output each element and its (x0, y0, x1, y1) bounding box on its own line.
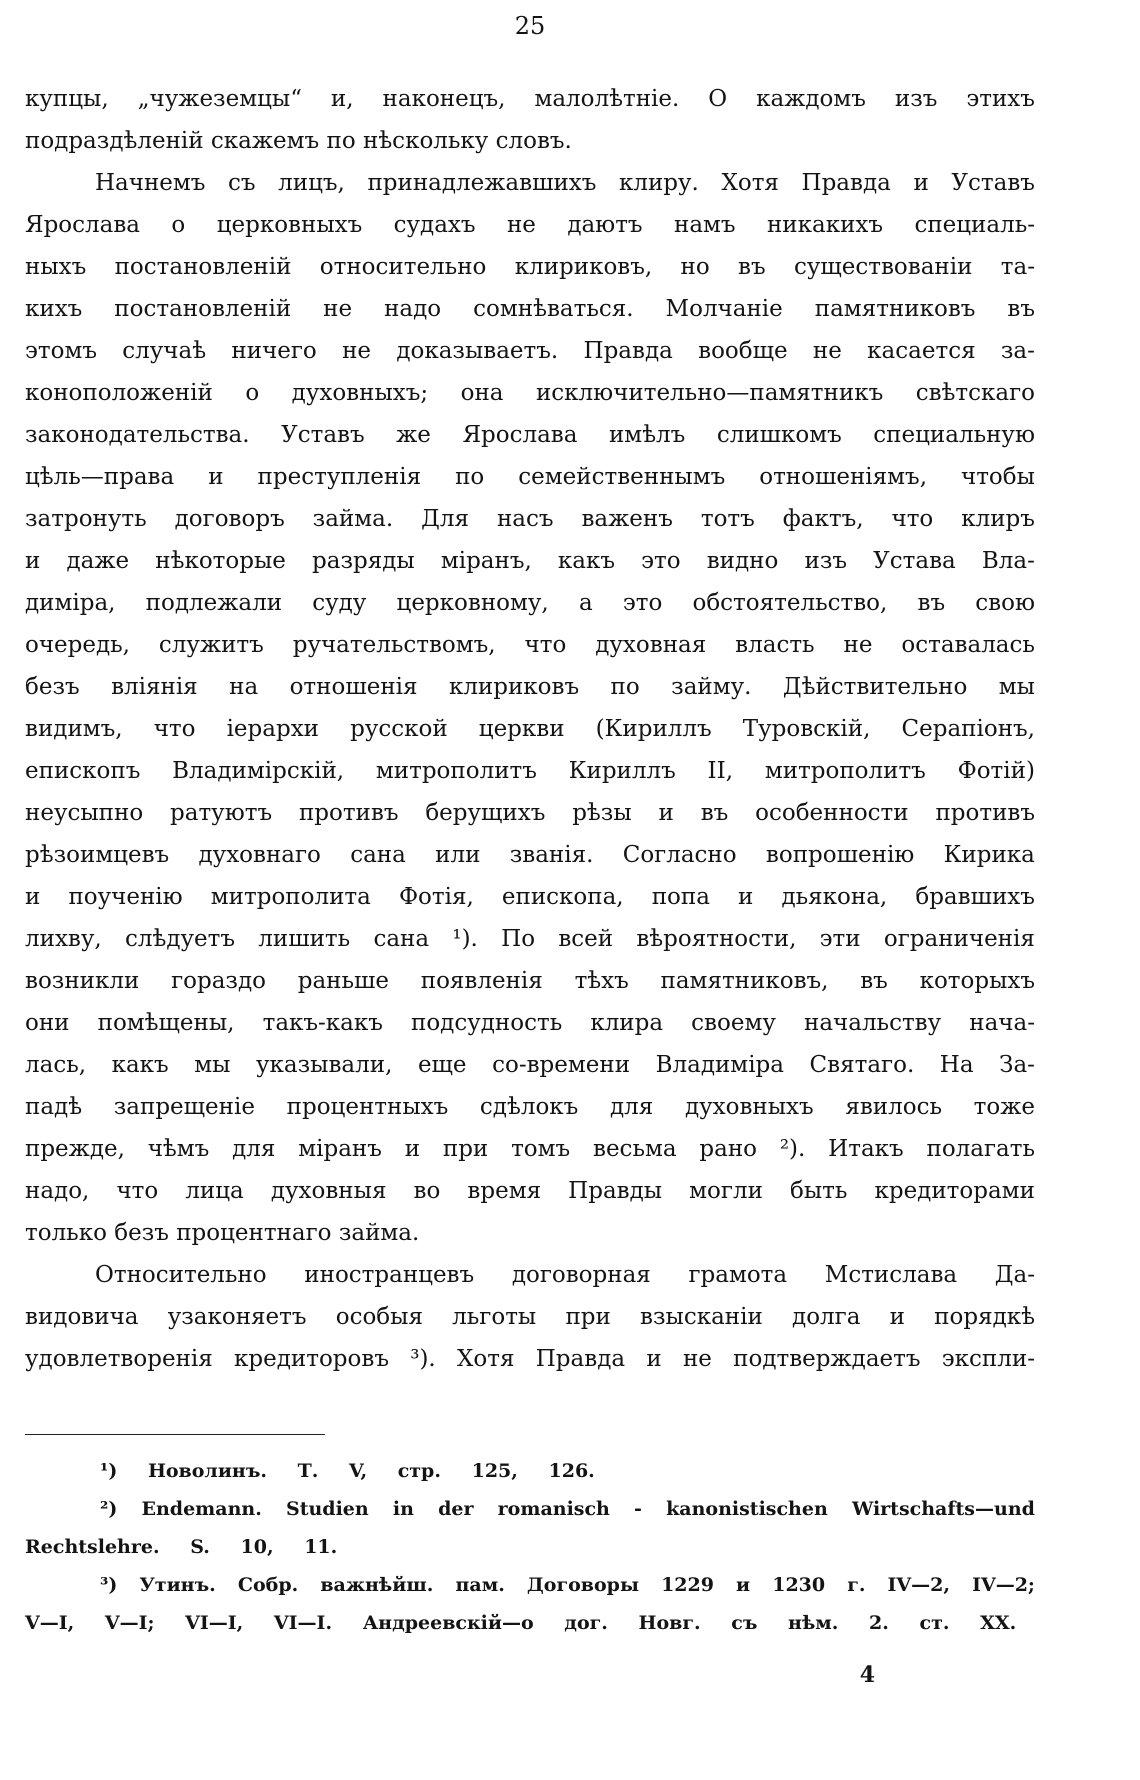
body-text-line: затронуть договоръ займа. Для насъ важенъ тотъ фактъ, что клиръ (25, 506, 1035, 532)
body-text-line: они помѣщены, такъ-какъ подсудность клира своему начальству нача- (25, 1010, 1035, 1036)
body-text-line: епископъ Владимірскій, митрополитъ Кириллъ II, митрополитъ Фотій) (25, 758, 1035, 784)
body-text-line: безъ вліянія на отношенія клириковъ по займу. Дѣйствительно мы (25, 674, 1035, 700)
body-text-line: возникли гораздо раньше появленія тѣхъ памятниковъ, въ которыхъ (25, 968, 1035, 994)
document-page (25, 0, 1035, 1780)
body-text-line: цѣль—права и преступленія по семейственнымъ отношеніямъ, чтобы (25, 464, 1035, 490)
body-text-line: диміра, подлежали суду церковному, а это обстоятельство, въ свою (25, 590, 1035, 616)
body-text-line: и даже нѣкоторые разряды міранъ, какъ это видно изъ Устава Вла- (25, 548, 1035, 574)
body-text-line: подраздѣленій скажемъ по нѣскольку словъ. (25, 128, 572, 154)
footnote-line: ²) Endemann. Studien in der romanisch - kanonistischen Wirtschafts—und (100, 1498, 1035, 1520)
body-text-line: лихву, слѣдуетъ лишить сана ¹). По всей вѣроятности, эти ограниченія (25, 926, 1035, 952)
body-text-line: прежде, чѣмъ для міранъ и при томъ весьма рано ²). Итакъ полагать (25, 1136, 1035, 1162)
body-text-line: лась, какъ мы указывали, еще со-времени Владиміра Святаго. На За- (25, 1052, 1035, 1078)
footnote-separator (25, 1434, 325, 1435)
footnote-line: Rechtslehre. S. 10, 11. (25, 1536, 338, 1558)
body-text (25, 78, 1035, 1380)
body-text-line: очередь, служитъ ручательствомъ, что духовная власть не оставалась (25, 632, 1035, 658)
page-number: 25 (514, 12, 546, 40)
body-text-line: конοположеній о духовныхъ; она исключительно—памятникъ свѣтскаго (25, 380, 1035, 406)
body-text-line: этомъ случаѣ ничего не доказываетъ. Правда вообще не касается за- (25, 338, 1035, 364)
footnote-line: ³) Утинъ. Собр. важнѣйш. пам. Договоры 1229 и 1230 г. IV—2, IV—2; (100, 1574, 1035, 1596)
body-text-line: только безъ процентнаго займа. (25, 1220, 420, 1246)
footnote-line: V—I, V—I; VI—I, VI—I. Андреевскій—о дог. Новг. съ нѣм. 2. ст. XX. (25, 1612, 1017, 1634)
body-text-line: Относительно иностранцевъ договорная грамота Мстислава Да- (95, 1262, 1035, 1288)
body-text-line: видовича узаконяетъ особыя льготы при взысканіи долга и порядкѣ (25, 1304, 1035, 1330)
body-text-line: надо, что лица духовныя во время Правды могли быть кредиторами (25, 1178, 1035, 1204)
body-text-line: неусыпно ратуютъ противъ берущихъ рѣзы и въ особенности противъ (25, 800, 1035, 826)
body-text-line: удовлетворенія кредиторовъ ³). Хотя Правда и не подтверждаетъ экспли- (25, 1346, 1035, 1372)
signature-mark: 4 (859, 1662, 875, 1688)
body-text-line: Начнемъ съ лицъ, принадлежавшихъ клиру. Хотя Правда и Уставъ (95, 170, 1035, 196)
body-text-line: видимъ, что іерархи русской церкви (Кириллъ Туровскій, Серапіонъ, (25, 716, 1035, 742)
body-text-line: Ярослава о церковныхъ судахъ не даютъ намъ никакихъ специаль- (25, 212, 1035, 238)
footnotes (25, 1452, 1035, 1642)
body-text-line: падѣ запрещеніе процентныхъ сдѣлокъ для духовныхъ явилось тоже (25, 1094, 1035, 1120)
body-text-line: законодательства. Уставъ же Ярослава имѣлъ слишкомъ специальную (25, 422, 1035, 448)
body-text-line: кихъ постановленій не надо сомнѣваться. Молчаніе памятниковъ въ (25, 296, 1035, 322)
body-text-line: рѣзоимцевъ духовнаго сана или званія. Согласно вопрошенію Кирика (25, 842, 1035, 868)
body-text-line: и поученію митрополита Фотія, епископа, попа и дьякона, бравшихъ (25, 884, 1035, 910)
body-text-line: купцы, „чужеземцы“ и, наконецъ, малолѣтніе. О каждомъ изъ этихъ (25, 86, 1035, 112)
footnote-line: ¹) Новолинъ. Т. V, стр. 125, 126. (100, 1460, 595, 1482)
body-text-line: ныхъ постановленій относительно клириковъ, но въ существованіи та- (25, 254, 1035, 280)
